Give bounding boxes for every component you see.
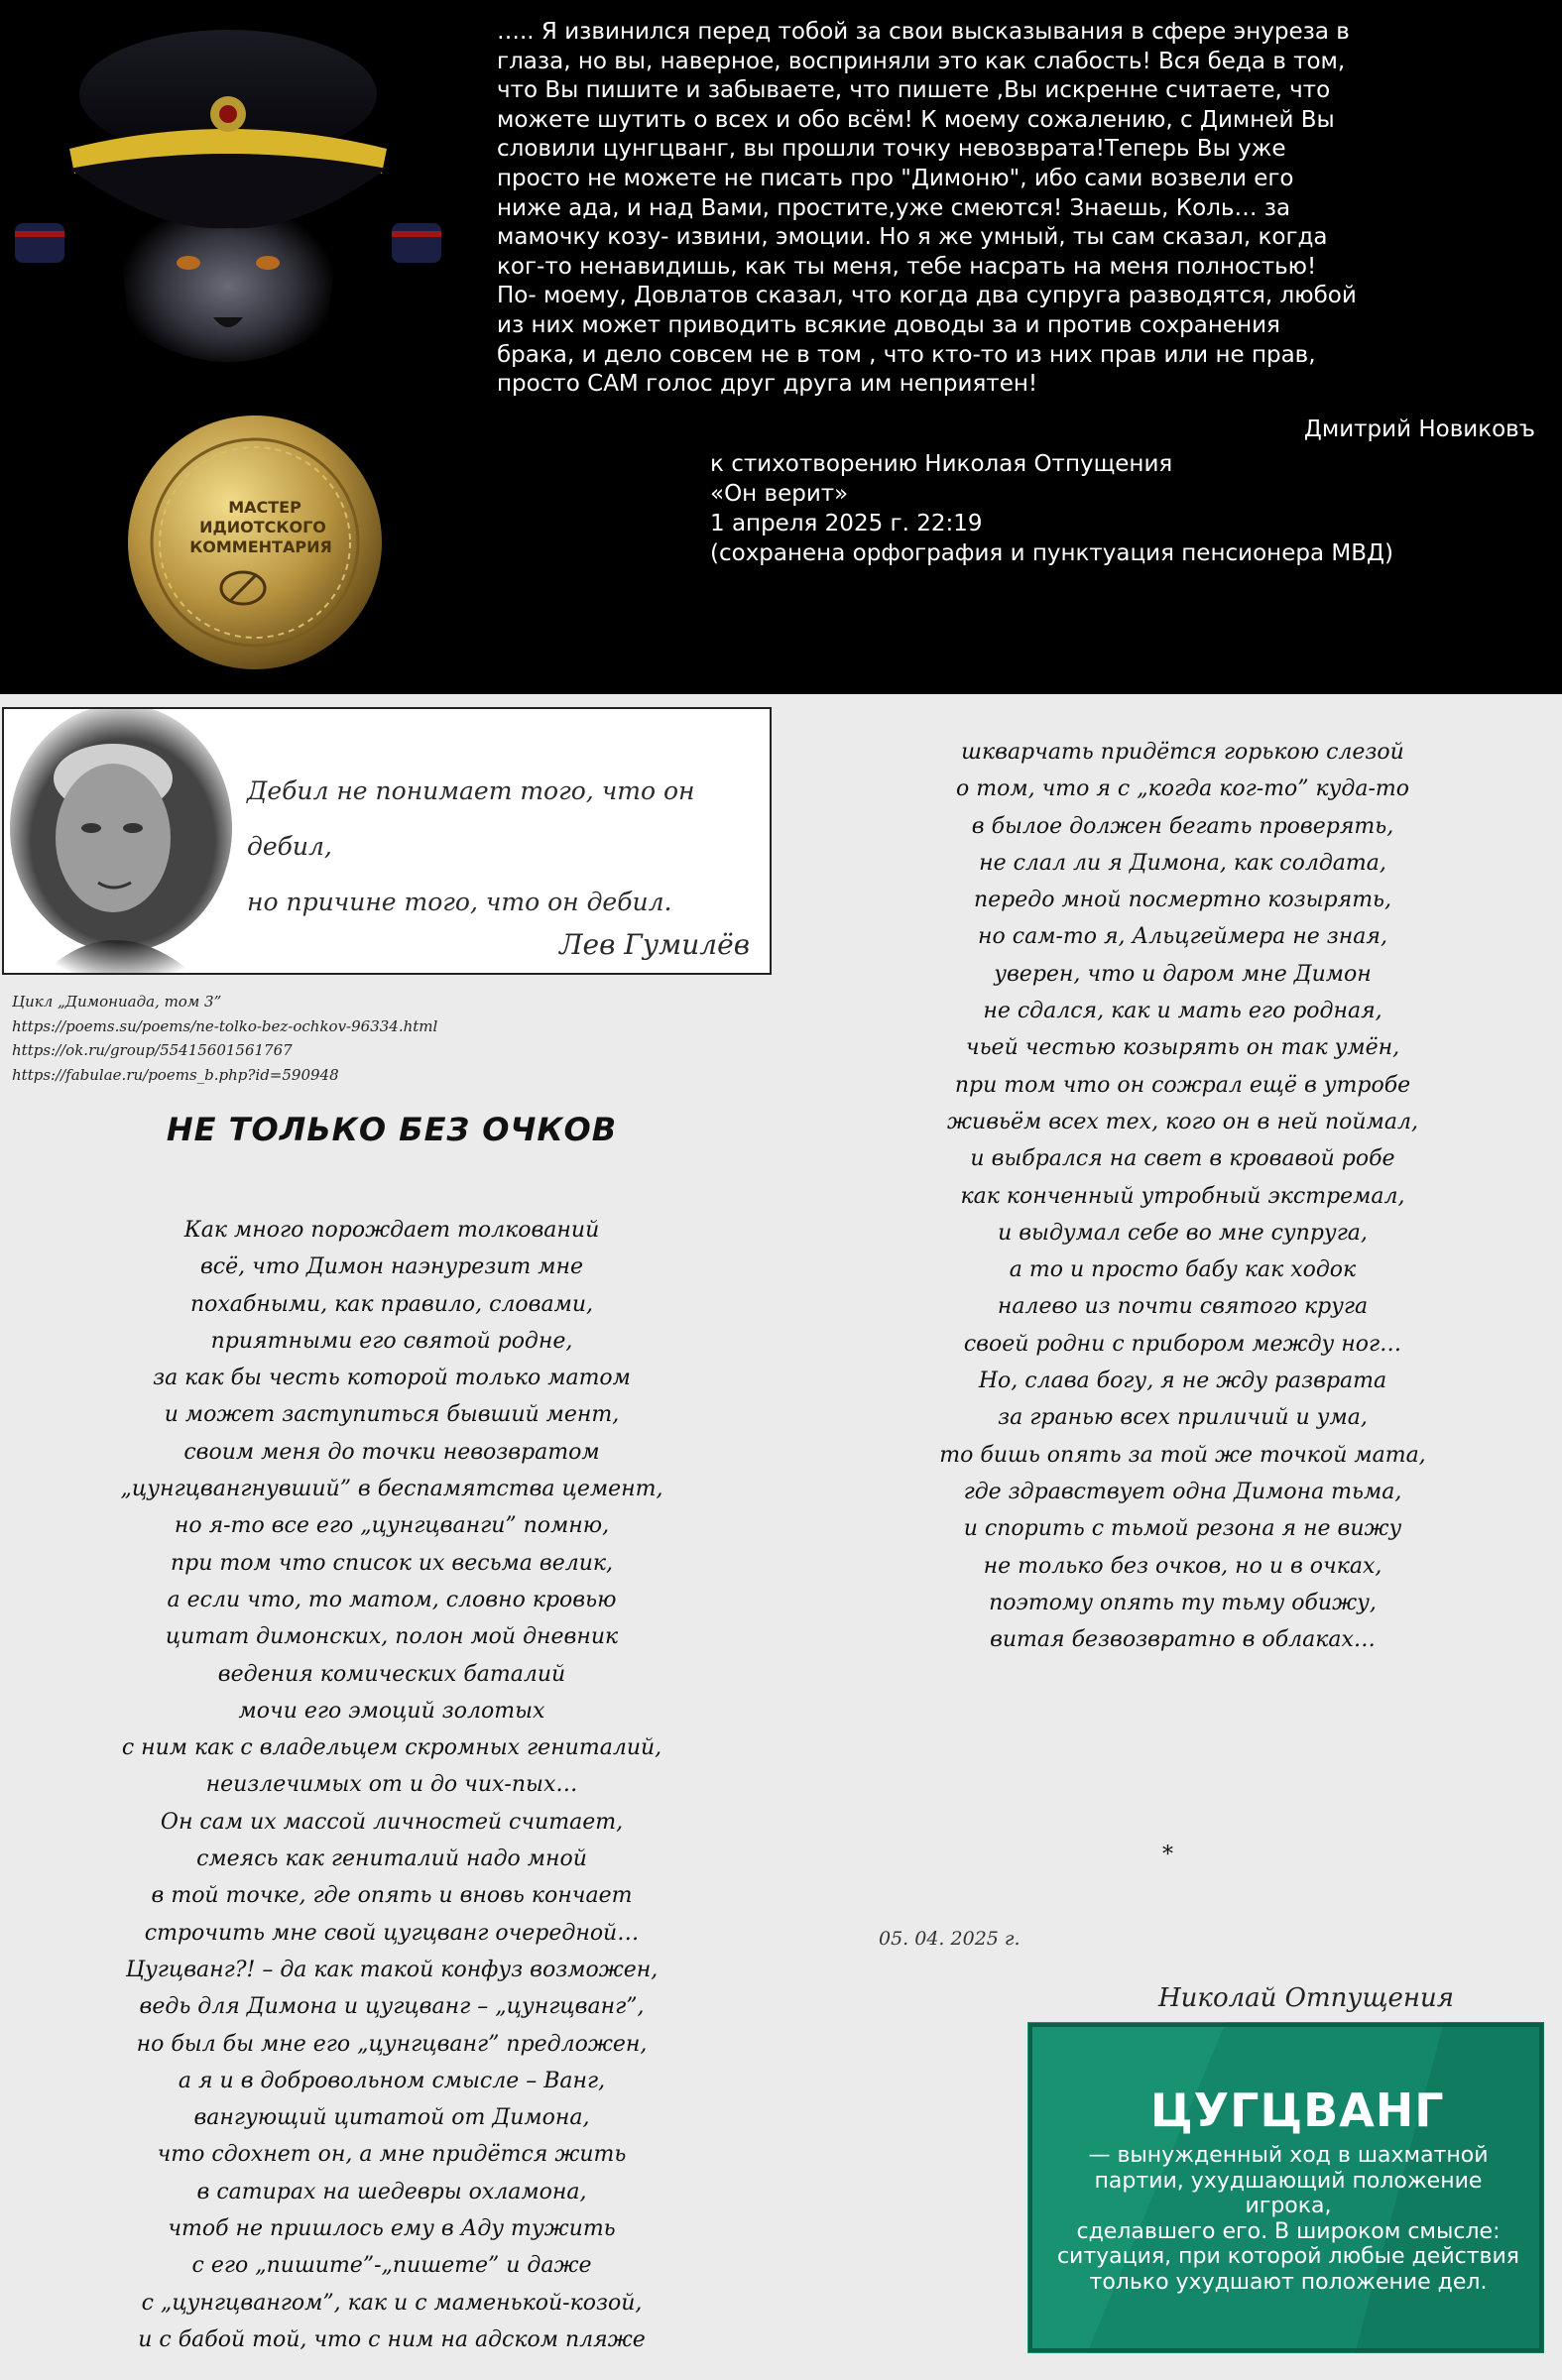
comment-line: ….. Я извинился перед тобой за свои высказывания в сфере энуреза в: [497, 19, 1350, 45]
poem-line: не слал ли я Димона, как солдата,: [979, 850, 1386, 876]
poem-line: но я-то все его „цунгцванги” помню,: [174, 1513, 610, 1539]
poem-line: витая безвозвратно в облаках…: [990, 1627, 1376, 1653]
poem-line: передо мной посмертно козырять,: [973, 888, 1392, 913]
poem-date: 05. 04. 2025 г.: [879, 1928, 1021, 1950]
wolf-in-police-cap-image: [0, 0, 496, 397]
poem-line: Но, слава богу, я не жду разврата: [978, 1368, 1387, 1394]
poem-line: не сдался, как и мать его родная,: [983, 999, 1382, 1024]
comment-line: из них может приводить всякие доводы за и против сохранения: [497, 311, 1280, 338]
comment-author: Дмитрий Новиковъ: [1303, 416, 1535, 442]
comment-line: словили цунгцванг, вы прошли точку невозврата!Теперь Вы уже: [497, 136, 1286, 163]
source-line: (сохранена орфография и пунктуация пенсионера МВД): [710, 540, 1393, 566]
poem-line: вангующий цитатой от Димона,: [193, 2105, 590, 2131]
poem-line: но сам-то я, Альцгеймера не зная,: [978, 924, 1387, 950]
poem-line: при том что он сожрал ещё в утробе: [954, 1072, 1411, 1098]
gold-medal-image: [114, 402, 397, 684]
poem-line: ведения комических баталий: [217, 1661, 566, 1687]
poem-line: похабными, как правило, словами,: [189, 1291, 594, 1317]
medal-text-3: КОММЕНТАРИЯ: [189, 537, 332, 556]
poem-line: о том, что я с „когда ког-то” куда-то: [956, 776, 1409, 802]
zugzwang-title: ЦУГЦВАНГ: [1150, 2083, 1445, 2137]
poem-line: с его „пишите”-„пишете” и даже: [191, 2253, 592, 2279]
poem-line: с „цунгцвангом”, как и с маменькой-козой,: [141, 2290, 643, 2316]
comment-text: [497, 18, 1538, 400]
poem-line: и спорить с тьмой резона я не вижу: [963, 1516, 1402, 1542]
poem-line: Цугцванг?! – да как такой конфуз возможен,: [125, 1957, 659, 1982]
poem-line: а то и просто бабу как ходок: [1009, 1257, 1357, 1283]
comment-line: просто не можете не писать про "Димоню", ибо сами возвели его: [497, 165, 1294, 191]
author-signature: Николай Отпущения: [1158, 1983, 1454, 2013]
poem-line: чтоб не пришлось ему в Аду тужить: [168, 2216, 616, 2242]
poem-line: и с бабой той, что с ним на адском пляже: [138, 2326, 646, 2352]
poem-line: не только без очков, но и в очках,: [983, 1553, 1382, 1579]
poem-line: живьём всех тех, кого он в ней поймал,: [947, 1109, 1418, 1134]
comment-line: По- моему, Довлатов сказал, что когда два супруга разводятся, любой: [497, 283, 1357, 309]
poem-line: в былое должен бегать проверять,: [971, 813, 1394, 839]
poem-line: налево из почти святого круга: [997, 1294, 1369, 1320]
comment-source: [710, 449, 1393, 568]
poem-line: своим меня до точки невозвратом: [183, 1439, 600, 1465]
cycle-name: Цикл „Димониада, том 3”: [12, 993, 222, 1011]
medal-text-1: МАСТЕР: [228, 498, 301, 517]
comment-line: глаза, но вы, наверное, восприняли это как слабость! Вся беда в том,: [497, 48, 1346, 74]
poem-line: и выдумал себе во мне супруга,: [998, 1220, 1368, 1246]
definition-line: сделавшего его. В широком смысле:: [1076, 2218, 1501, 2244]
quote-line: но причине того, что он дебил.: [247, 888, 672, 916]
comment-line: можете шутить о всех и обо всём! К моему сожалению, с Димней Вы: [497, 106, 1335, 133]
poem-line: Он сам их массой личностей считает,: [160, 1809, 624, 1835]
poem-line: за как бы честь которой только матом: [153, 1366, 631, 1391]
comment-line: что Вы пишите и забываете, что пишете ,Вы искренне считаете, что: [497, 77, 1331, 104]
poem-line: всё, что Димон наэнурезит мне: [200, 1254, 583, 1280]
medal-text-2: ИДИОТСКОГО: [199, 518, 326, 536]
poem-title: НЕ ТОЛЬКО БЕЗ ОЧКОВ: [166, 1111, 618, 1148]
poem-line: то бишь опять за той же точкой мата,: [939, 1442, 1426, 1468]
poem-line: чьей честью козырять он так умён,: [965, 1035, 1400, 1061]
source-line: «Он верит»: [710, 481, 849, 507]
quote-text: [247, 764, 770, 930]
poem-line: но был бы мне его „цунгцванг” предложен,: [136, 2031, 648, 2057]
poem-line: где здравствует одна Димона тьма,: [963, 1479, 1402, 1504]
poem-line: при том что список их весьма велик,: [170, 1550, 614, 1576]
poem-line: за гранью всех приличий и ума,: [998, 1405, 1368, 1431]
poem-line: и может заступиться бывший мент,: [164, 1402, 620, 1428]
poem-line: поэтому опять ту тьму обижу,: [989, 1590, 1377, 1615]
poem-line: ведь для Димона и цугцванг – „цунгцванг”,: [139, 1994, 645, 2020]
definition-line: партии, ухудшающий положение игрока,: [1094, 2168, 1483, 2218]
poem-line: с ним как с владельцем скромных гениталий,: [121, 1735, 662, 1761]
poem-line: приятными его святой родне,: [210, 1328, 573, 1354]
poem-line: мочи его эмоций золотых: [238, 1698, 545, 1724]
comment-line: просто САМ голос друг друга им неприятен!: [497, 371, 1038, 398]
definition-line: только ухудшают положение дел.: [1089, 2269, 1488, 2295]
poem-line: строчить мне свой цугцванг очередной…: [144, 1920, 640, 1946]
poem-line: в той точке, где опять и вновь кончает: [151, 1883, 633, 1909]
definition-line: ситуация, при которой любые действия: [1056, 2244, 1520, 2269]
section-asterisk: *: [1162, 1843, 1173, 1867]
source-line: 1 апреля 2025 г. 22:19: [710, 511, 983, 536]
link-ok-ru[interactable]: https://ok.ru/group/55415601561767: [12, 1041, 293, 1059]
definition-line: — вынужденный ход в шахматной: [1088, 2143, 1489, 2168]
poem-right-column: [813, 734, 1552, 1658]
dark-header-panel: [0, 0, 1562, 694]
link-fabulae[interactable]: https://fabulae.ru/poems_b.php?id=590948: [12, 1065, 339, 1084]
poem-line: а я и в добровольном смысле – Ванг,: [178, 2068, 606, 2093]
poem-line: неизлечимых от и до чих-пых…: [205, 1772, 578, 1798]
poem-line: а если что, то матом, словно кровью: [167, 1587, 617, 1612]
poem-line: цитат димонских, полон мой дневник: [165, 1624, 619, 1650]
comment-line: брака, и дело совсем не в том , что кто-то из них прав или не прав,: [497, 341, 1316, 368]
zugzwang-definition-card: [1027, 2022, 1544, 2353]
comment-line: ког-то ненавидишь, как ты меня, тебе насрать на меня полностью!: [497, 253, 1317, 280]
poem-line: шкварчать придётся горькою слезой: [961, 740, 1404, 765]
comment-line: мамочку козу- извини, эмоции. Но я же умный, ты сам сказал, когда: [497, 224, 1328, 251]
poem-line: уверен, что и даром мне Димон: [994, 961, 1372, 987]
poem-line: своей родни с прибором между ног…: [963, 1331, 1402, 1357]
cycle-links: [12, 990, 437, 1087]
gumilev-quote-card: [2, 707, 772, 975]
zugzwang-definition: [1055, 2143, 1521, 2295]
portrait-image: [4, 709, 242, 973]
quote-line: Дебил не понимает того, что он дебил,: [247, 776, 695, 861]
poem-line: „цунгцвангнувший” в беспамятства цемент,: [120, 1477, 663, 1502]
poem-line: и выбрался на свет в кровавой робе: [970, 1146, 1395, 1172]
poem-line: в сатирах на шедевры охламона,: [196, 2179, 587, 2204]
quote-author: Лев Гумилёв: [559, 928, 750, 961]
source-line: к стихотворению Николая Отпущения: [710, 451, 1173, 477]
poem-line: Как много порождает толкований: [183, 1218, 600, 1243]
poem-line: что сдохнет он, а мне придётся жить: [157, 2142, 627, 2168]
poem-left-column: [0, 1212, 783, 2358]
comment-line: ниже ада, и над Вами, простите,уже смеются! Знаешь, Коль… за: [497, 194, 1291, 221]
poem-line: смеясь как гениталий надо мной: [196, 1846, 587, 1872]
link-poems-su[interactable]: https://poems.su/poems/ne-tolko-bez-ochkov-96334.html: [12, 1016, 438, 1035]
poem-line: как конченный утробный экстремал,: [960, 1183, 1405, 1209]
